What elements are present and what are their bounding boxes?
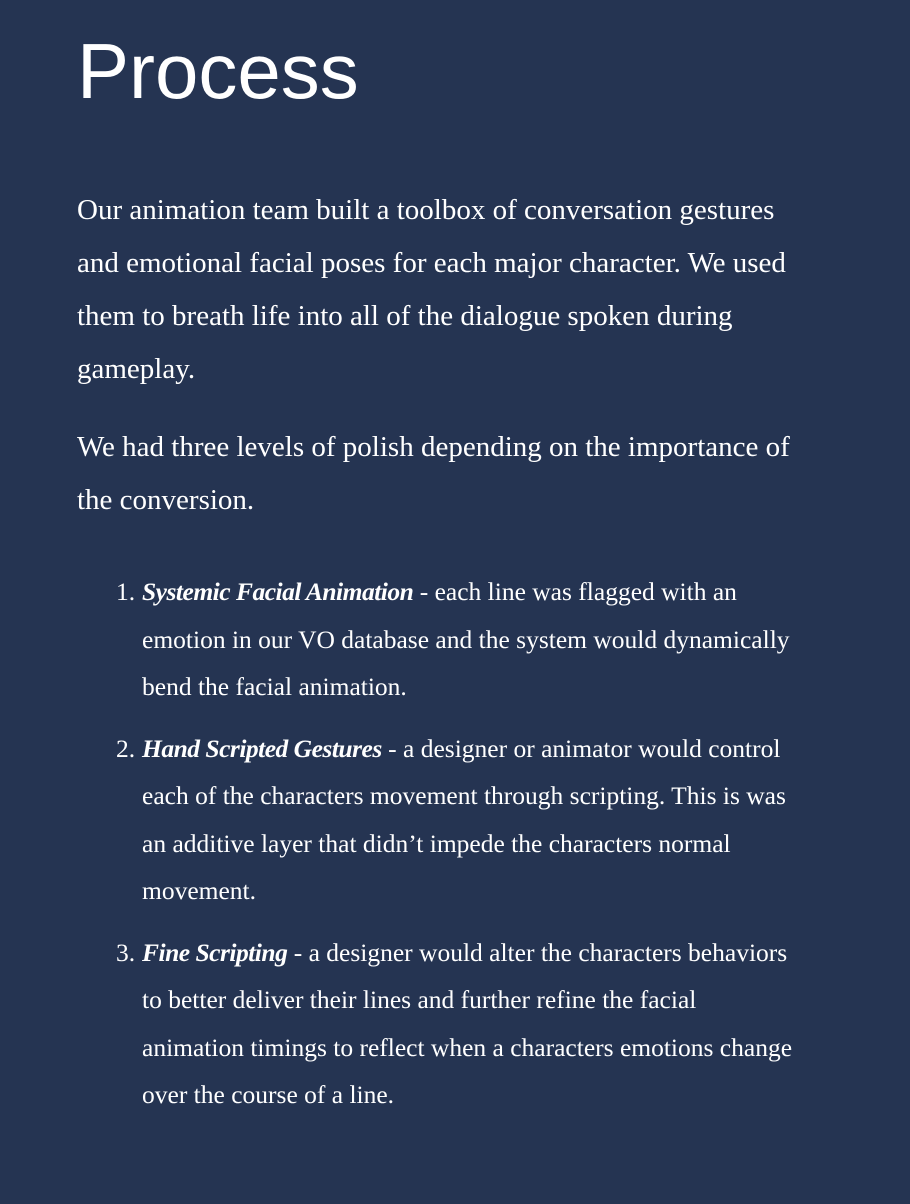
list-item [77, 568, 792, 711]
process-section [77, 0, 797, 1133]
list-item [77, 725, 792, 915]
list-term: Hand Scripted Gestures [142, 733, 382, 763]
list-term: Fine Scripting [142, 937, 288, 967]
list-description: - a designer would alter the characters behaviors to better deliver their lines and further refine the facial animation timings to reflect when a characters emotions change over the course of a line. [142, 937, 793, 1109]
list-description: - a designer or animator would control each of the characters movement through scripting. This is was an additive layer that didn’t impede the characters normal movement. [142, 733, 786, 905]
polish-levels-list [77, 568, 797, 1119]
list-item [77, 929, 792, 1119]
list-term: Systemic Facial Animation [142, 577, 414, 606]
intro-paragraph: Our animation team built a toolbox of conversation gestures and emotional facial poses for each major character. We used them to breath life into all of the dialogue spoken during gameplay. [77, 194, 786, 385]
list-number: 2. [116, 733, 136, 763]
page-title: Process [77, 27, 359, 115]
list-description: - each line was flagged with an emotion in our VO database and the system would dynamically bend the facial animation. [142, 577, 790, 701]
list-number: 1. [116, 577, 136, 606]
polish-levels-paragraph: We had three levels of polish depending on the importance of the conversion. [77, 431, 790, 516]
list-number: 3. [116, 937, 136, 967]
